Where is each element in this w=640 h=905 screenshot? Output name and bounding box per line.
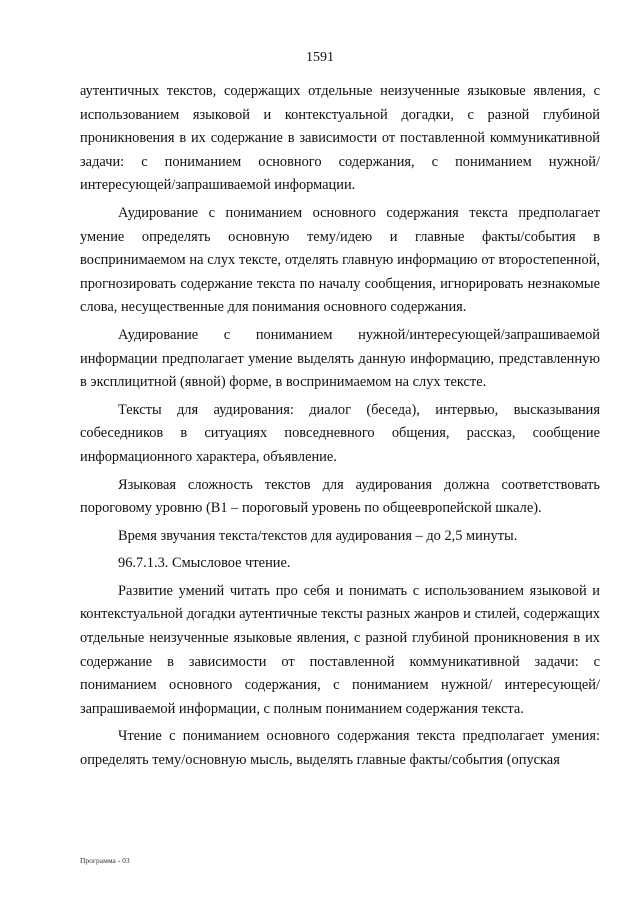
paragraph-reading-main-content: Чтение с пониманием основного содержания текста предполагает умения: определять тему/основную мысль, выделять главные факты/события (опуская (80, 728, 600, 769)
paragraph-reading-skills: Развитие умений читать про себя и понимать с использованием языковой и контекстуальной догадки аутентичные тексты разных жанров и стилей, содержащих отдельные неизученные языковые явления, с разной глубиной проникновения в их содержание в зависимости от поставленной коммуникативной задачи: с пониманием основного содержания, с пониманием нужной/ интересующей/запрашиваемой информации, с полным пониманием содержания текста. (80, 582, 600, 717)
paragraph-listening-texts: Тексты для аудирования: диалог (беседа), интервью, высказывания собеседников в ситуациях повседневного общения, рассказ, сообщение информационного характера, объявление. (80, 401, 600, 465)
document-body (80, 80, 600, 777)
section-heading-reading: 96.7.1.3. Смысловое чтение. (118, 555, 291, 572)
paragraph-language-complexity: Языковая сложность текстов для аудирования должна соответствовать пороговому уровню (В1 – пороговый уровень по общеевропейской шкале). (80, 476, 600, 517)
footer-label: Программа - 03 (80, 856, 130, 865)
paragraph-duration: Время звучания текста/текстов для аудирования – до 2,5 минуты. (118, 527, 518, 544)
page-number: 1591 (306, 50, 334, 65)
paragraph-listening-main-content: Аудирование с пониманием основного содержания текста предполагает умение определять основную тему/идею и главные факты/события в воспринимаемом на слух тексте, отделять главную информацию от второстепенной, прогнозировать содержание текста по началу сообщения, игнорировать незнакомые слова, несущественные для понимания основного содержания. (80, 204, 600, 316)
paragraph-continuation: аутентичных текстов, содержащих отдельные неизученные языковые явления, с использованием языковой и контекстуальной догадки, с разной глубиной проникновения в их содержание в зависимости от поставленной коммуникативной задачи: с пониманием основного содержания, с пониманием нужной/интересующей/запрашиваемой информации. (80, 83, 600, 194)
paragraph-listening-needed-info: Аудирование с пониманием нужной/интересующей/запрашиваемой информации предполагает умение выделять данную информацию, представленную в эксплицитной (явной) форме, в воспринимаемом на слух тексте. (80, 326, 600, 391)
